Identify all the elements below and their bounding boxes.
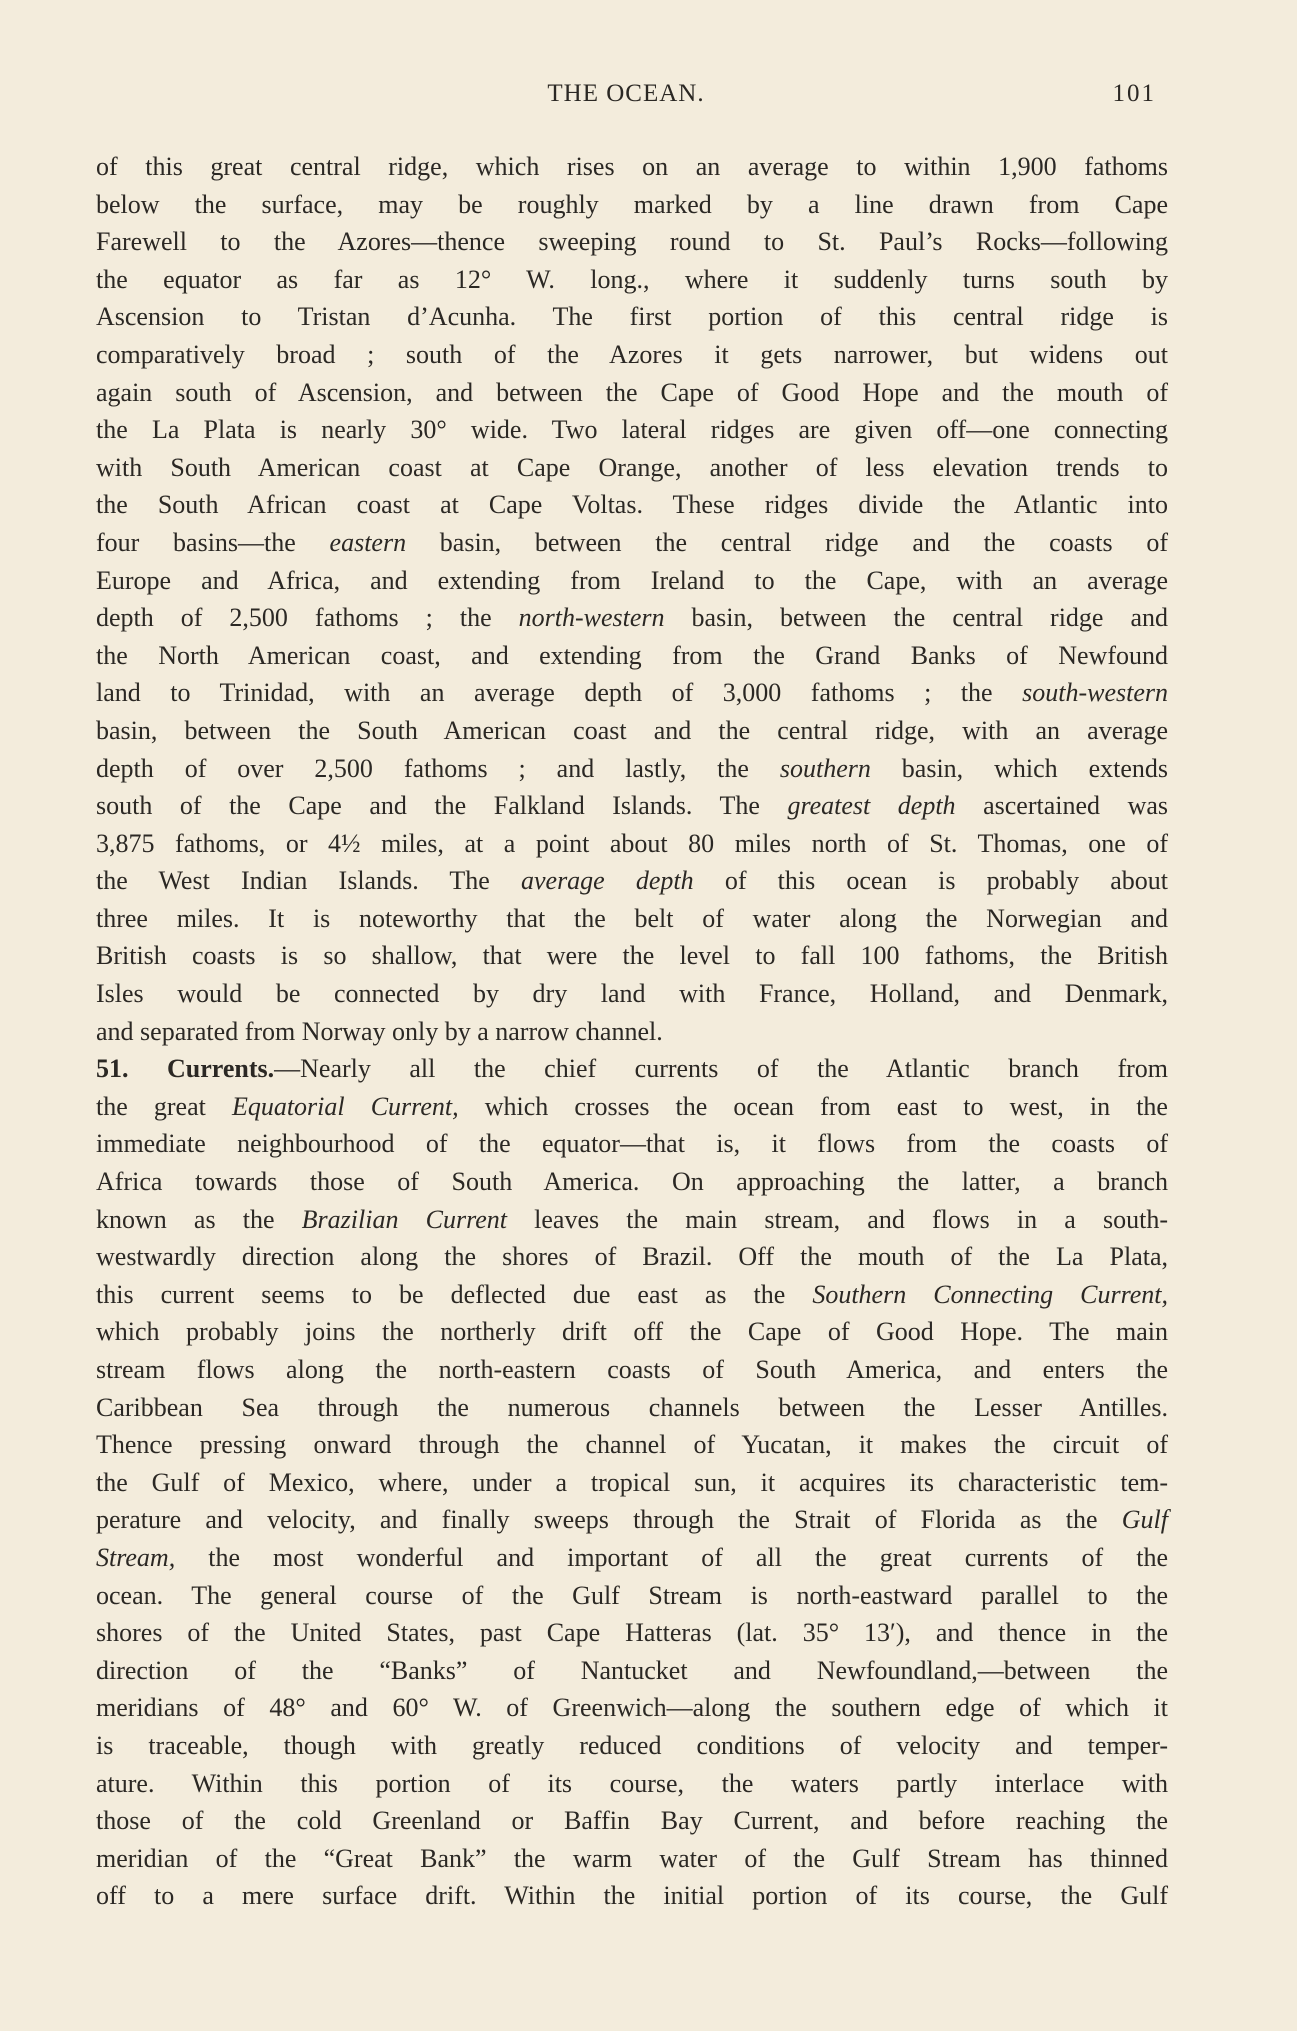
text-run: depth of over 2,500 fathoms ; and lastly, the — [96, 753, 780, 783]
text-line — [96, 1013, 1168, 1051]
text-run: south of the Cape and the Falkland Islands. The — [96, 791, 788, 821]
text-line — [96, 1088, 1168, 1126]
text-line — [96, 1238, 1168, 1276]
text-run: the West Indian Islands. The — [96, 866, 521, 896]
text-line — [96, 223, 1168, 261]
text-run: of this ocean is probably about — [693, 866, 1168, 896]
text-run: the Gulf of Mexico, where, under a tropical sun, it acquires its characteristic tem- — [96, 1467, 1168, 1497]
text-line — [96, 449, 1168, 487]
text-line — [96, 1389, 1168, 1427]
text-line — [96, 787, 1168, 825]
text-line — [96, 674, 1168, 712]
text-run: —Nearly all the chief currents of the Atlantic branch from — [274, 1054, 1168, 1084]
text-line — [96, 1201, 1168, 1239]
text-line — [96, 1125, 1168, 1163]
text-run: again south of Ascension, and between the Cape of Good Hope and the mouth of — [96, 377, 1168, 407]
text-line — [96, 1614, 1168, 1652]
text-line — [96, 900, 1168, 938]
text-run: Africa towards those of South America. On approaching the latter, a branch — [96, 1167, 1168, 1197]
text-line — [96, 298, 1168, 336]
text-line — [96, 374, 1168, 412]
text-run: stream flows along the north-eastern coasts of South America, and enters the — [96, 1355, 1168, 1384]
text-run: off to a mere surface drift. Within the initial portion of its course, the Gulf — [96, 1881, 1168, 1911]
italic-term: eastern — [329, 527, 407, 557]
text-run: British coasts is so shallow, that were the level to fall 100 fathoms, the British — [96, 941, 1168, 971]
text-line — [96, 712, 1168, 750]
text-line — [96, 975, 1168, 1013]
text-line — [96, 1765, 1168, 1803]
text-line — [96, 862, 1168, 900]
section-heading: 51. Currents. — [96, 1054, 275, 1084]
text-run: the North American coast, and extending from the Grand Banks of Newfound — [96, 640, 1168, 670]
text-run: immediate neighbourhood of the equator—that is, it flows from the coasts of — [96, 1129, 1168, 1159]
text-line — [96, 1313, 1168, 1351]
text-run: the great — [96, 1091, 232, 1121]
italic-term: average depth — [520, 866, 694, 896]
text-run: leaves the main stream, and flows in a south- — [507, 1204, 1168, 1234]
italic-term: southern — [779, 753, 871, 783]
text-run: which probably joins the northerly drift off the Cape of Good Hope. The main — [96, 1317, 1168, 1347]
text-line — [96, 186, 1168, 224]
text-line — [96, 148, 1168, 186]
text-run: perature and velocity, and finally sweeps through the Strait of Florida as the — [96, 1505, 1122, 1535]
text-line — [96, 937, 1168, 975]
text-run: and separated from Norway only by a narrow channel. — [96, 1016, 663, 1046]
text-run: this current seems to be deflected due east as the — [96, 1279, 813, 1309]
text-line — [96, 486, 1168, 524]
italic-term: Brazilian Current — [301, 1204, 507, 1234]
text-run: known as the — [96, 1204, 302, 1234]
text-run: the equator as far as 12° W. long., where it suddenly turns south by — [96, 264, 1168, 294]
text-run: Isles would be connected by dry land with France, Holland, and Denmark, — [96, 979, 1168, 1009]
text-line — [96, 1877, 1168, 1915]
italic-term: Gulf — [1121, 1505, 1168, 1535]
text-line — [96, 1689, 1168, 1727]
text-run: those of the cold Greenland or Baffin Bay Current, and before reaching the — [96, 1806, 1168, 1836]
text-line — [96, 1464, 1168, 1502]
text-line — [96, 1276, 1168, 1314]
italic-term: Stream, — [96, 1542, 176, 1572]
italic-term: greatest depth — [787, 791, 956, 821]
text-line — [96, 336, 1168, 374]
text-line — [96, 1577, 1168, 1615]
text-line — [96, 1501, 1168, 1539]
text-run: Farewell to the Azores—thence sweeping round to St. Paul’s Rocks—following — [96, 227, 1168, 257]
italic-term: Southern Connecting Current, — [812, 1279, 1168, 1309]
text-line — [96, 750, 1168, 788]
text-run: depth of 2,500 fathoms ; the — [96, 603, 519, 633]
text-line — [96, 524, 1168, 562]
text-run: comparatively broad ; south of the Azores it gets narrower, but widens out — [96, 339, 1168, 369]
body-text — [96, 148, 1168, 1915]
text-run: is traceable, though with greatly reduced conditions of velocity and temper- — [96, 1730, 1168, 1760]
text-run: meridian of the “Great Bank” the warm water of the Gulf Stream has thinned — [96, 1843, 1168, 1873]
page-number: 101 — [1112, 80, 1156, 107]
text-line — [96, 411, 1168, 449]
text-run: basin, between the South American coast and the central ridge, with an average — [96, 715, 1168, 745]
text-line — [96, 825, 1168, 863]
text-run: ascertained was — [955, 791, 1169, 821]
text-line — [96, 562, 1168, 600]
text-line — [96, 1351, 1168, 1389]
text-run: with South American coast at Cape Orange, another of less elevation trends to — [96, 452, 1168, 482]
text-run: below the surface, may be roughly marked by a line drawn from Cape — [96, 189, 1168, 219]
text-run: westwardly direction along the shores of Brazil. Off the mouth of the La Plata, — [96, 1242, 1168, 1272]
italic-term: north-western — [518, 603, 665, 633]
text-run: shores of the United States, past Cape Hatteras (lat. 35° 13′), and thence in the — [96, 1618, 1168, 1648]
text-line — [96, 1163, 1168, 1201]
text-run: meridians of 48° and 60° W. of Greenwich—along the southern edge of which it — [96, 1693, 1168, 1723]
text-run: Europe and Africa, and extending from Ireland to the Cape, with an average — [96, 565, 1168, 595]
text-run: basin, between the central ridge and — [664, 603, 1169, 633]
text-line — [96, 261, 1168, 299]
text-run: three miles. It is noteworthy that the belt of water along the Norwegian and — [96, 903, 1168, 933]
text-run: the South African coast at Cape Voltas. These ridges divide the Atlantic into — [96, 490, 1168, 520]
text-run: Caribbean Sea through the numerous channels between the Lesser Antilles. — [96, 1392, 1168, 1422]
text-run: Ascension to Tristan d’Acunha. The first portion of this central ridge is — [96, 302, 1168, 332]
text-line — [96, 1802, 1168, 1840]
text-line — [96, 637, 1168, 675]
text-line — [96, 1727, 1168, 1765]
text-run: basin, between the central ridge and the coasts of — [406, 527, 1168, 557]
text-run: 3,875 fathoms, or 4½ miles, at a point about 80 miles north of St. Thomas, one of — [96, 828, 1168, 858]
text-line — [96, 1840, 1168, 1878]
text-run: land to Trinidad, with an average depth of 3,000 fathoms ; the — [96, 678, 1023, 708]
text-run: Thence pressing onward through the channel of Yucatan, it makes the circuit of — [96, 1430, 1168, 1460]
text-line — [96, 1539, 1168, 1577]
text-run: of this great central ridge, which rises on an average to within 1,900 fathoms — [96, 152, 1168, 181]
text-run: ature. Within this portion of its course, the waters partly interlace with — [96, 1768, 1168, 1798]
text-run: basin, which extends — [870, 753, 1168, 783]
text-run: which crosses the ocean from east to west, in the — [458, 1091, 1168, 1121]
italic-term: Equatorial Current, — [231, 1091, 459, 1121]
text-run: direction of the “Banks” of Nantucket and Newfoundland,—between the — [96, 1655, 1168, 1685]
page-title: THE OCEAN. — [547, 80, 705, 107]
running-head — [96, 80, 1156, 116]
text-line — [96, 1050, 1168, 1088]
text-run: the most wonderful and important of all the great currents of the — [175, 1542, 1168, 1572]
text-run: ocean. The general course of the Gulf Stream is north-eastward parallel to the — [96, 1580, 1168, 1610]
text-line — [96, 1426, 1168, 1464]
text-run: four basins—the — [96, 527, 330, 557]
text-line — [96, 599, 1168, 637]
text-run: the La Plata is nearly 30° wide. Two lateral ridges are given off—one connecting — [96, 415, 1168, 445]
text-line — [96, 1652, 1168, 1690]
italic-term: south-western — [1022, 678, 1168, 708]
